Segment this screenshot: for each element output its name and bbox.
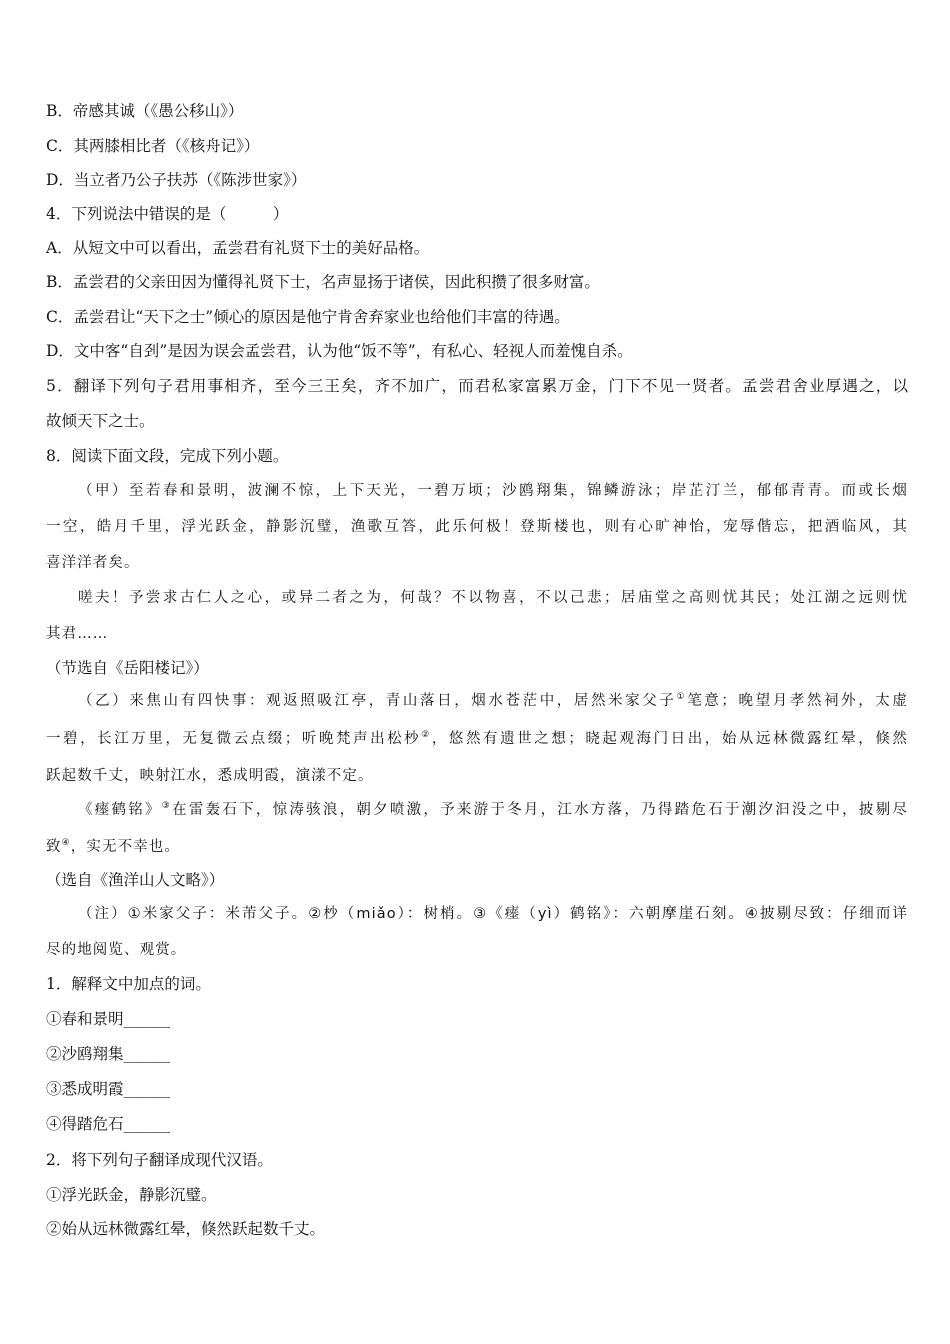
subquestion-2-item2: ②始从远林微露红晕，倏然跃起数千丈。 — [46, 1220, 326, 1238]
option-b-q3: B．帝感其诚（《愚公移山》） — [46, 102, 244, 120]
option-c-q4: C．孟尝君让“天下之士”倾心的原因是他宁肯舍弃家业也给他们丰富的待遇。 — [46, 308, 570, 326]
passage-jia-p2-line2: 其君…… — [46, 626, 109, 642]
passage-jia-p1-line2: 一空，皓月千里，浮光跃金，静影沉璧，渔歌互答，此乐何极！登斯楼也，则有心旷神怡，宠辱偕忘，把酒临风，其 — [46, 519, 908, 535]
option-b-q4: B．孟尝君的父亲田因为懂得礼贤下士，名声显扬于诸侯，因此积攒了很多财富。 — [46, 273, 600, 291]
passage-jia-p1-line1: （甲）至若春和景明，波澜不惊，上下天光，一碧万顷；沙鸥翔集，锦鳞游泳；岸芷汀兰，郁郁青青。而或长烟 — [78, 483, 908, 499]
passage-yi-p2-line1: 《瘗鹤铭》③在雷轰石下，惊涛骇浪，朝夕喷激，予来游于冬月，江水方落，乃得踏危石于潮汐汩没之中，披剔尽 — [78, 801, 909, 818]
option-d-q4: D．文中客“自刭”是因为误会孟尝君，认为他“饭不等”，有私心、轻视人而羞愧自杀。 — [46, 342, 633, 360]
passage-jia-p2-line1: 嗟夫！予尝求古仁人之心，或异二者之为，何哉？不以物喜，不以己悲；居庙堂之高则忧其民；处江湖之远则忧 — [78, 590, 908, 606]
footnote-ref-4: ④ — [61, 838, 71, 848]
question-4: 4．下列说法中错误的是（ ） — [46, 205, 289, 223]
notes-line2: 尽的地阅览、观赏。 — [46, 942, 187, 958]
option-a-q4: A．从短文中可以看出，孟尝君有礼贤下士的美好品格。 — [46, 239, 430, 257]
subquestion-2: 2．将下列句子翻译成现代汉语。 — [46, 1151, 273, 1169]
subquestion-2-item1: ①浮光跃金，静影沉璧。 — [46, 1186, 217, 1204]
footnote-ref-2: ② — [421, 730, 432, 740]
footnote-ref-1: ① — [676, 692, 688, 702]
question-5-line2: 故倾天下之士。 — [46, 412, 155, 430]
subquestion-1-item4: ④得踏危石______ — [46, 1115, 171, 1133]
subquestion-1-item1: ①春和景明______ — [46, 1010, 171, 1028]
passage-yi-p1-line1: （乙）来焦山有四快事：观返照吸江亭，青山落日，烟水苍茫中，居然米家父子①笔意；晚望月孝然祠外，太虚 — [78, 692, 908, 709]
question-8: 8．阅读下面文段，完成下列小题。 — [46, 447, 289, 465]
notes-line1: （注）①米家父子：米芾父子。②杪（miǎo）：树梢。③《瘗（yì）鹤铭》：六朝摩崖石刻。④披剔尽致：仔细而详 — [78, 906, 908, 922]
subquestion-1-item3: ③悉成明霞______ — [46, 1080, 171, 1098]
subquestion-1: 1．解释文中加点的词。 — [46, 975, 211, 993]
option-c-q3: C．其两膝相比者（《核舟记》） — [46, 137, 260, 155]
source-yi: （选自《渔洋山人文略》） — [46, 871, 225, 889]
footnote-ref-3: ③ — [161, 801, 173, 811]
question-5-line1: 5．翻译下列句子君用事相齐，至今三王矣，齐不加广，而君私家富累万金，门下不见一贤者。孟尝君舍业厚遇之，以 — [46, 377, 908, 395]
source-jia: （节选自《岳阳楼记》） — [46, 659, 209, 677]
passage-jia-p1-line3: 喜洋洋者矣。 — [46, 555, 140, 571]
passage-yi-p2-line2: 致④，实无不幸也。 — [46, 838, 180, 855]
passage-yi-p1-line3: 跃起数千丈，映射江水，悉成明霞，演漾不定。 — [46, 768, 374, 784]
subquestion-1-item2: ②沙鸥翔集______ — [46, 1045, 171, 1063]
option-d-q3: D．当立者乃公子扶苏（《陈涉世家》） — [46, 171, 307, 189]
passage-yi-p1-line2: 一碧，长江万里，无复微云点缀；听晚梵声出松杪②，悠然有遗世之想；晓起观海门日出，始从远林微露红晕，倏然 — [46, 730, 908, 747]
